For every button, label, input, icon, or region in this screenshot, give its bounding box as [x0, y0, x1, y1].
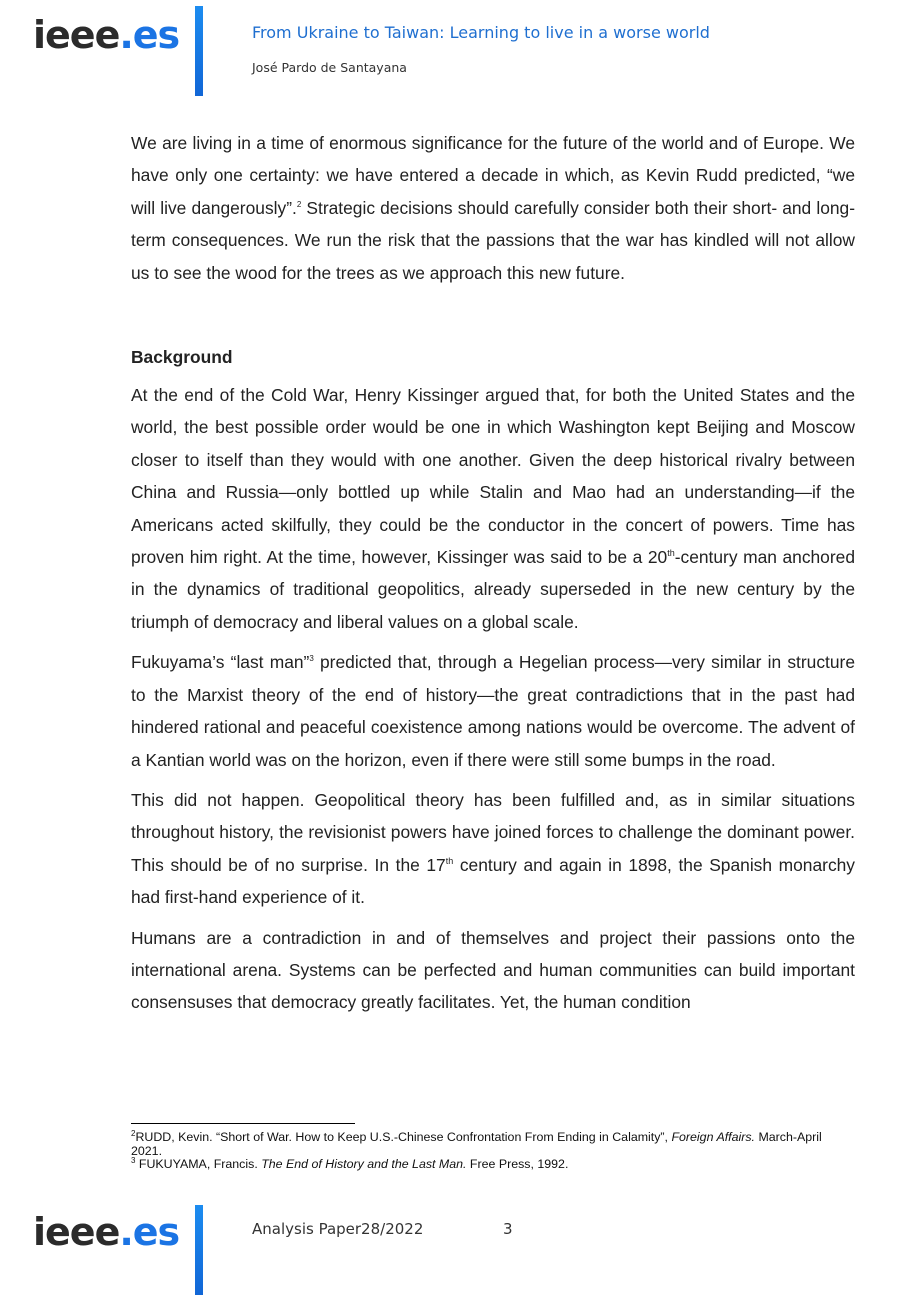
footer-accent-bar — [195, 1205, 203, 1295]
footer-paper-label: Analysis Paper28/2022 — [252, 1220, 424, 1238]
ieee-logo-header: ieee.es — [33, 13, 180, 57]
paragraph-human-condition: Humans are a contradiction in and of themselves and project their passions onto the international arena. Systems can be perfected and human communities can build important consensuses that democracy greatly facilitates. Yet, the human condition — [131, 927, 855, 1013]
intro-paragraph: We are living in a time of enormous significance for the future of the world and of Europe. We have only one certainty: we have entered a decade in which, as Kevin Rudd predicted, “we will live dangerously”.$^2$ Strategic decisions should carefully consider both their short- and long-term consequences. We run the risk that the passions that the war has kindled will not allow us to see the wood for the trees as we approach this new future. — [131, 133, 856, 283]
document-title: From Ukraine to Taiwan: Learning to live in a worse world — [252, 23, 710, 42]
paragraph-kissinger: At the end of the Cold War, Henry Kissinger argued that, for both the United States and the world, the best possible order would be one in which Washington kept Beijing and Moscow closer to itself than they would with one another. Given the deep historical rivalry between China and Russia—only bottled up while Stalin and Mao had an understanding—if the Americans acted skilfully, they could be the conductor in the concert of powers. Time has proven him right. At the time, however, Kissinger was said to be a 20th-century man anchored in the dynamics of traditional geopolitics, already superseded in the new century by the triumph of democracy and liberal values on a global scale. — [131, 385, 855, 632]
header-accent-bar — [195, 6, 203, 96]
footnote-2: $^2$RUDD, Kevin. “Short of War. How to Keep U.S.-Chinese Confrontation From Ending in Calamity”, Foreign Affairs. March-April 2021. — [131, 1128, 822, 1158]
page-number: 3 — [503, 1220, 513, 1238]
footnotes — [131, 1128, 855, 1172]
section-heading-background: Background — [131, 347, 233, 368]
footnote-ref-3[interactable]: 3 — [309, 654, 314, 664]
paragraph-revisionist: This did not happen. Geopolitical theory has been fulfilled and, as in similar situations throughout history, the revisionist powers have joined forces to challenge the dominant power. This should be of no surprise. In the 17th century and again in 1898, the Spanish monarchy had first-hand experience of it. — [131, 789, 856, 908]
main-content — [131, 127, 855, 1027]
footnote-3: $^3$ FUKUYAMA, Francis. The End of History and the Last Man. Free Press, 1992. — [131, 1156, 569, 1172]
footnote-separator — [131, 1123, 355, 1124]
footnote-ref-2[interactable]: 2 — [296, 200, 302, 210]
paragraph-fukuyama: Fukuyama’s “last man”$^3$ predicted that, through a Hegelian process—very similar in structure to the Marxist theory of the end of history—the great contradictions that in the past had hindered rational and peaceful coexistence among nations would be overcome. The advent of a Kantian world was on the horizon, even if there were still some bumps in the road. — [131, 652, 855, 770]
document-author: José Pardo de Santayana — [252, 60, 407, 75]
ieee-logo-footer: ieee.es — [33, 1210, 180, 1254]
